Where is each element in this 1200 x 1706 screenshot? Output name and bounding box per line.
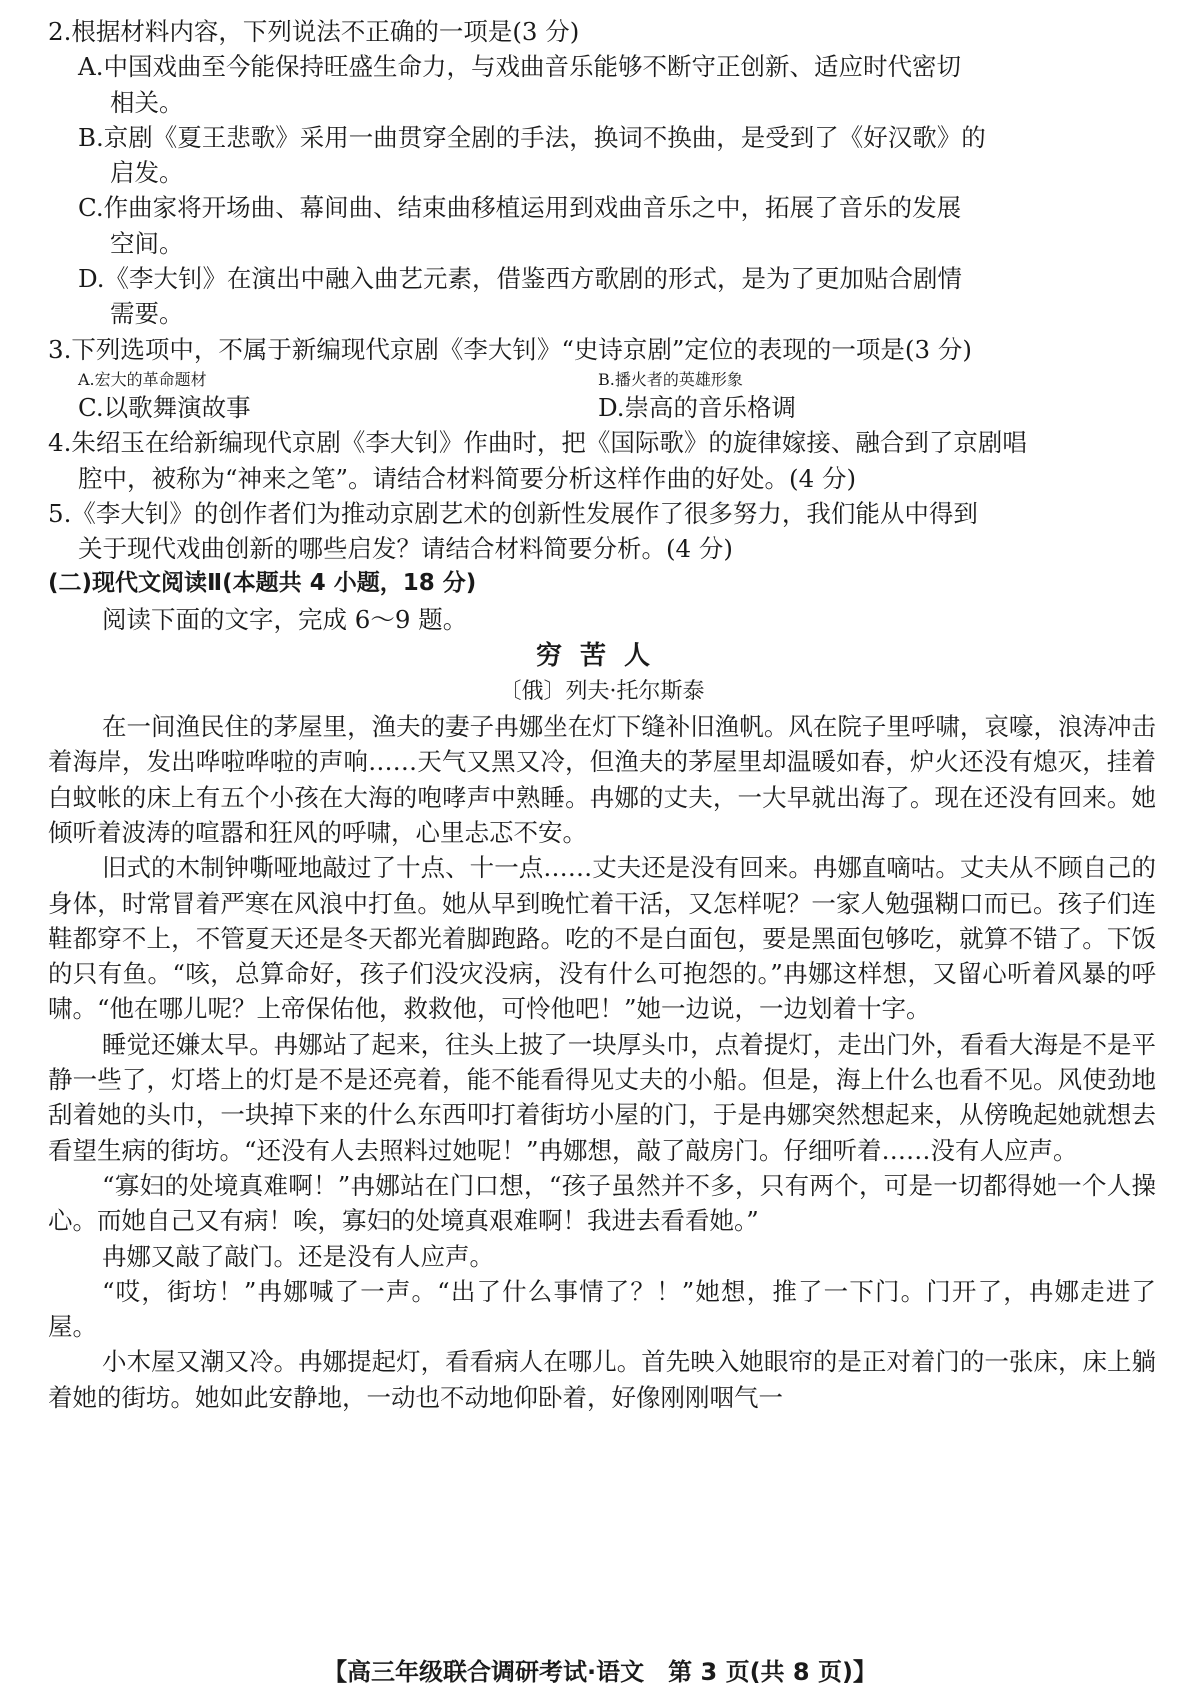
section-heading: (二)现代文阅读Ⅱ(本题共 4 小题，18 分) [48, 570, 477, 597]
option-3d: D.崇高的音乐格调 [598, 392, 797, 422]
section-instruction: 阅读下面的文字，完成 6～9 题。 [102, 604, 468, 634]
option-2d-cont: 需要。 [110, 299, 184, 329]
question-5-line2: 关于现代戏曲创新的哪些启发？请结合材料简要分析。(4 分) [78, 534, 733, 564]
question-4-line1: 4.朱绍玉在给新编现代京剧《李大钊》作曲时，把《国际歌》的旋律嫁接、融合到了京剧唱 [48, 428, 1027, 458]
page-content [48, 14, 1156, 1415]
story-title: 穷苦人 [535, 641, 668, 672]
story-paragraph: “寡妇的处境真难啊！”冉娜站在门口想，“孩子虽然并不多，只有两个，可是一切都得她一个人操心。而她自己又有病！唉，寡妇的处境真艰难啊！我进去看看她。” [48, 1170, 1156, 1236]
option-2a-cont: 相关。 [110, 87, 184, 117]
question-2-stem: 2.根据材料内容，下列说法不正确的一项是(3 分) [48, 17, 580, 46]
option-2c-cont: 空间。 [110, 228, 184, 258]
story-paragraph: 冉娜又敲了敲门。还是没有人应声。 [102, 1241, 494, 1271]
option-3a: A.宏大的革命题材 [78, 369, 207, 389]
option-3b: B.播火者的英雄形象 [598, 369, 743, 389]
question-3-options-row1 [48, 367, 1156, 390]
story-paragraph: 在一间渔民住的茅屋里，渔夫的妻子冉娜坐在灯下缝补旧渔帆。风在院子里呼啸，哀嚎，浪涛冲击着海岸，发出哗啦哗啦的声响……天气又黑又冷，但渔夫的茅屋里却温暖如春，炉火还没有熄灭，挂着白蚊帐的床上有五个小孩在大海的咆哮声中熟睡。冉娜的丈夫，一大早就出海了。现在还没有回来。她倾听着波涛的喧嚣和狂风的呼啸，心里忐忑不安。 [48, 712, 1156, 847]
question-3-stem: 3.下列选项中，不属于新编现代京剧《李大钊》“史诗京剧”定位的表现的一项是(3 分) [48, 334, 972, 364]
option-2a: A.中国戏曲至今能保持旺盛生命力，与戏曲音乐能够不断守正创新、适应时代密切 [78, 52, 961, 82]
option-2c: C.作曲家将开场曲、幕间曲、结束曲移植运用到戏曲音乐之中，拓展了音乐的发展 [78, 193, 962, 223]
question-3-options-row2 [48, 390, 1156, 425]
option-2d: D.《李大钊》在演出中融入曲艺元素，借鉴西方歌剧的形式，是为了更加贴合剧情 [78, 264, 963, 294]
story-paragraph: 旧式的木制钟嘶哑地敲过了十点、十一点……丈夫还是没有回来。冉娜直嘀咕。丈夫从不顾自己的身体，时常冒着严寒在风浪中打鱼。她从早到晚忙着干活，又怎样呢？一家人勉强糊口而已。孩子们连鞋都穿不上，不管夏天还是冬天都光着脚跑路。吃的不是白面包，要是黑面包够吃，就算不错了。下饭的只有鱼。“咳，总算命好，孩子们没灾没病，没有什么可抱怨的。”冉娜这样想，又留心听着风暴的呼啸。“他在哪儿呢？上帝保佑他，救救他，可怜他吧！”她一边说，一边划着十字。 [48, 853, 1156, 1024]
option-2b: B.京剧《夏王悲歌》采用一曲贯穿全剧的手法，换词不换曲，是受到了《好汉歌》的 [78, 122, 986, 152]
page-footer: 【高三年级联合调研考试·语文 第 3 页(共 8 页)】 [323, 1658, 877, 1686]
story-author: 〔俄〕列夫·托尔斯泰 [499, 679, 705, 705]
option-3c: C.以歌舞演故事 [78, 392, 251, 422]
question-5-line1: 5.《李大钊》的创作者们为推动京剧艺术的创新性发展作了很多努力，我们能从中得到 [48, 498, 978, 528]
story-paragraph: “哎，街坊！”冉娜喊了一声。“出了什么事情了？！”她想，推了一下门。门开了，冉娜走进了屋。 [48, 1276, 1156, 1342]
question-4-line2: 腔中，被称为“神来之笔”。请结合材料简要分析这样作曲的好处。(4 分) [78, 463, 857, 493]
story-paragraph: 睡觉还嫌太早。冉娜站了起来，往头上披了一块厚头巾，点着提灯，走出门外，看看大海是不是平静一些了，灯塔上的灯是不是还亮着，能不能看得见丈夫的小船。但是，海上什么也看不见。风使劲地刮着她的头巾，一块掉下来的什么东西叩打着街坊小屋的门，于是冉娜突然想起来，从傍晚起她就想去看望生病的街坊。“还没有人去照料过她呢！”冉娜想，敲了敲房门。仔细听着……没有人应声。 [48, 1029, 1156, 1165]
option-2b-cont: 启发。 [110, 158, 184, 188]
story-paragraph: 小木屋又潮又冷。冉娜提起灯，看看病人在哪儿。首先映入她眼帘的是正对着门的一张床，床上躺着她的街坊。她如此安静地，一动也不动地仰卧着，好像刚刚咽气一 [48, 1347, 1156, 1412]
